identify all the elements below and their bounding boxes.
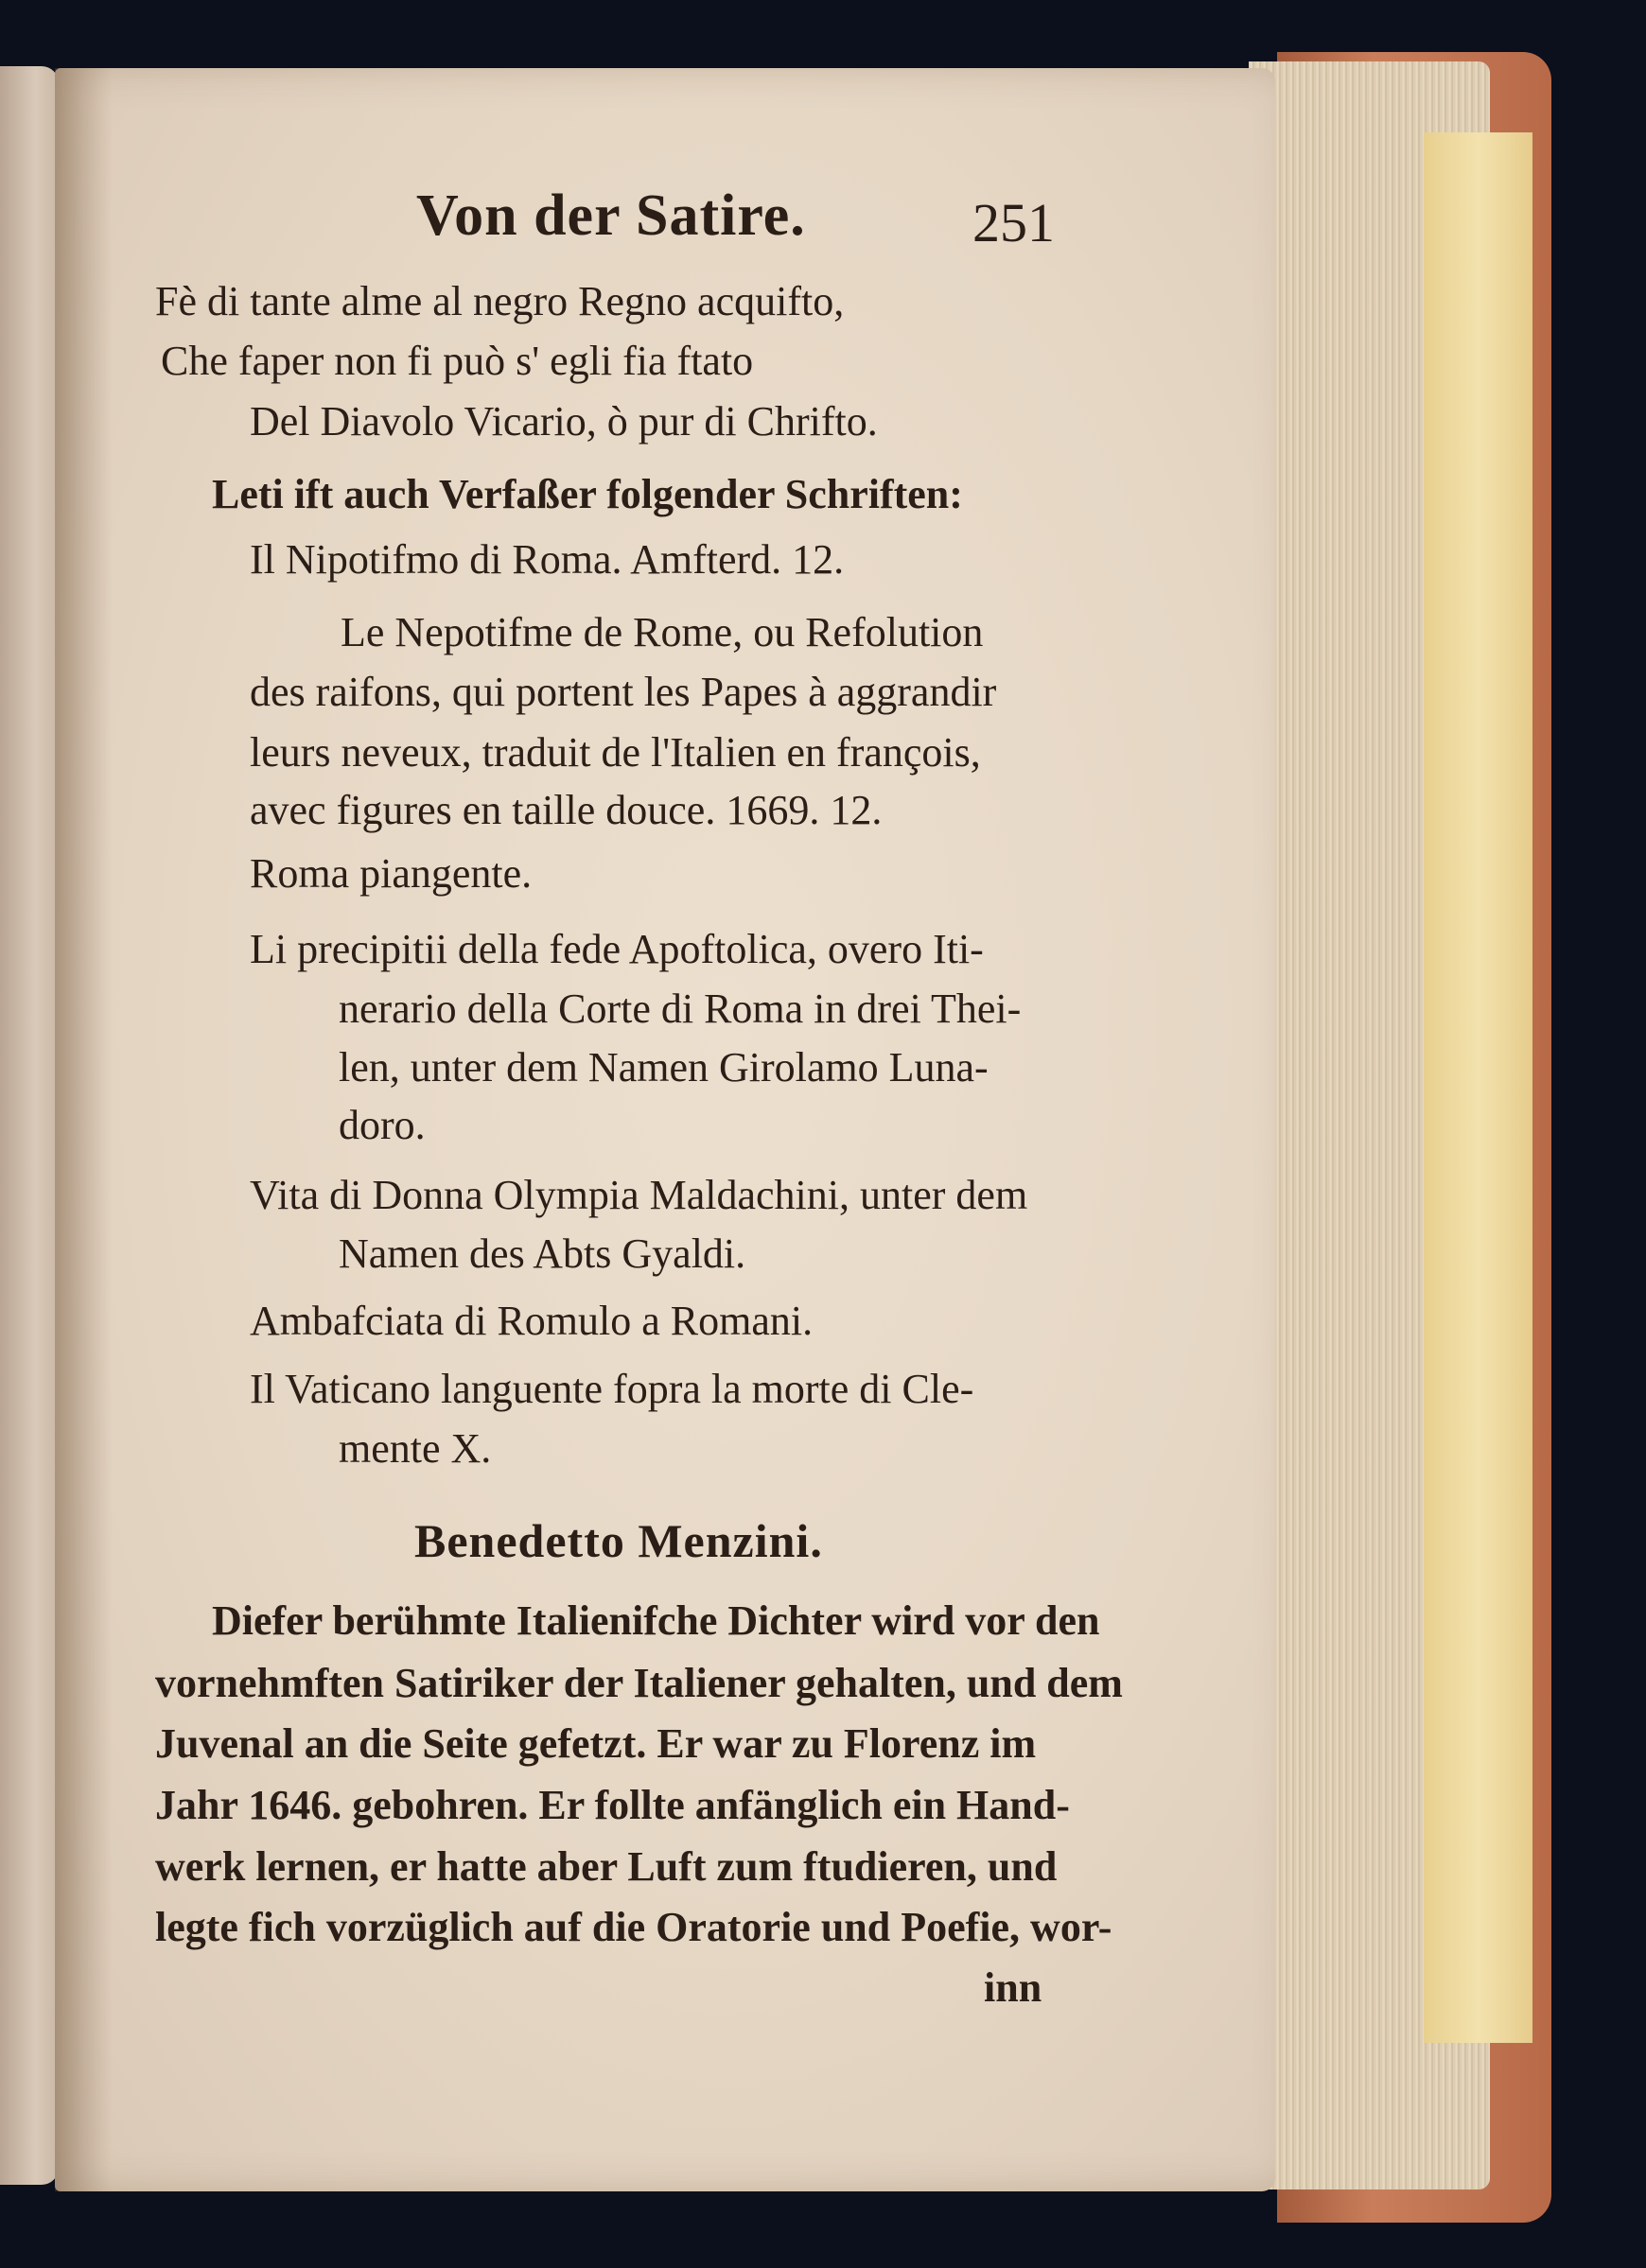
bibliography-entry: Le Nepotifme de Rome, ou Refolution — [341, 609, 984, 655]
text-line: Leti ift auch Verfaßer folgender Schriften: — [212, 471, 963, 517]
flyleaf — [1424, 132, 1532, 2043]
bibliography-entry: leurs neveux, traduit de l'Italien en françois, — [250, 729, 981, 776]
left-facing-page — [0, 66, 59, 2185]
bibliography-entry: Il Vaticano languente fopra la morte di Cle- — [250, 1366, 974, 1412]
page-number: 251 — [972, 192, 1055, 253]
verse-line: Fè di tante alme al negro Regno acquifto, — [155, 278, 845, 324]
page-gutter — [55, 68, 112, 2191]
paragraph-line: legte fich vorzüglich auf die Oratorie und Poefie, wor- — [155, 1904, 1112, 1950]
paragraph-line: Jahr 1646. gebohren. Er follte anfänglich ein Hand- — [155, 1782, 1070, 1828]
bibliography-entry: Ambafciata di Romulo a Romani. — [250, 1298, 814, 1344]
running-head: Von der Satire. — [416, 183, 806, 248]
bibliography-entry: doro. — [339, 1102, 426, 1148]
catchword: inn — [984, 1964, 1042, 2011]
bibliography-entry: Namen des Abts Gyaldi. — [339, 1230, 746, 1277]
bibliography-entry: Vita di Donna Olympia Maldachini, unter dem — [250, 1172, 1028, 1218]
bibliography-entry: Li precipitii della fede Apoftolica, overo Iti- — [250, 926, 984, 972]
bibliography-entry: Il Nipotifmo di Roma. Amfterd. 12. — [250, 536, 845, 583]
paragraph-line: Diefer berühmte Italienifche Dichter wird vor den — [212, 1597, 1100, 1644]
bibliography-entry: nerario della Corte di Roma in drei Thei- — [339, 986, 1022, 1032]
verse-line: Che faper non fi può s' egli fia ftato — [161, 338, 754, 384]
bibliography-entry: des raifons, qui portent les Papes à aggrandir — [250, 669, 997, 715]
paragraph-line: werk lernen, er hatte aber Luft zum ftudieren, und — [155, 1843, 1058, 1890]
paragraph-line: Juvenal an die Seite gefetzt. Er war zu Florenz im — [155, 1720, 1037, 1767]
verse-line: Del Diavolo Vicario, ò pur di Chrifto. — [250, 398, 878, 445]
bibliography-entry: Roma piangente. — [250, 850, 533, 897]
paragraph-line: vornehmften Satiriker der Italiener gehalten, und dem — [155, 1660, 1123, 1706]
bibliography-entry: mente X. — [339, 1425, 492, 1472]
bibliography-entry: avec figures en taille douce. 1669. 12. — [250, 787, 883, 833]
section-heading: Benedetto Menzini. — [414, 1514, 823, 1567]
bibliography-entry: len, unter dem Namen Girolamo Luna- — [339, 1044, 989, 1090]
